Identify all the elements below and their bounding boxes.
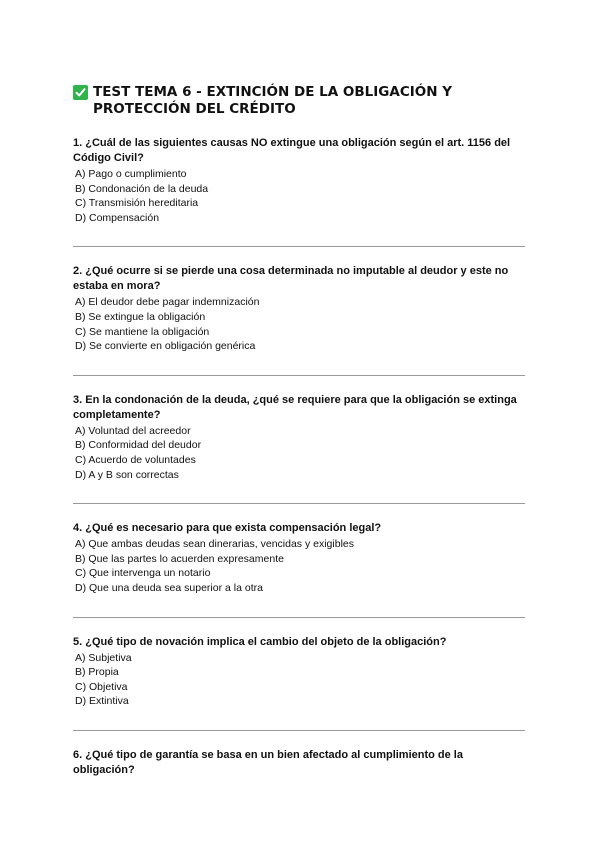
question-6 bbox=[73, 748, 525, 778]
option-d: D) Se convierte en obligación genérica bbox=[75, 340, 256, 353]
question-4 bbox=[73, 521, 525, 595]
document-page bbox=[73, 84, 525, 779]
option-a: A) Pago o cumplimiento bbox=[75, 168, 187, 180]
question-5 bbox=[73, 635, 525, 709]
options-list bbox=[73, 651, 525, 709]
option-b: B) Condonación de la deuda bbox=[75, 182, 209, 195]
question-text: 1. ¿Cuál de las siguientes causas NO extingue una obligación según el art. 1156 del Código Civil? bbox=[73, 137, 511, 164]
test-title-text: TEST TEMA 6 - EXTINCIÓN DE LA OBLIGACIÓN Y PROTECCIÓN DEL CRÉDITO bbox=[93, 84, 453, 117]
option-a: A) El deudor debe pagar indemnización bbox=[75, 296, 260, 309]
test-title bbox=[73, 84, 525, 118]
option-b: B) Conformidad del deudor bbox=[75, 439, 202, 452]
divider bbox=[73, 246, 525, 247]
option-c: C) Transmisión hereditaria bbox=[75, 197, 199, 210]
options-list bbox=[73, 537, 525, 595]
question-text: 2. ¿Qué ocurre si se pierde una cosa determinada no imputable al deudor y este no estaba en mora? bbox=[73, 265, 509, 293]
option-d: D) Extintiva bbox=[75, 695, 129, 708]
divider bbox=[73, 730, 525, 731]
question-2 bbox=[73, 264, 525, 353]
question-text: 3. En la condonación de la deuda, ¿qué se requiere para que la obligación se extinga completamente? bbox=[73, 393, 517, 421]
option-c: C) Objetiva bbox=[75, 680, 128, 693]
question-1 bbox=[73, 136, 525, 225]
divider bbox=[73, 617, 525, 618]
options-list bbox=[73, 424, 525, 482]
option-a: A) Voluntad del acreedor bbox=[75, 424, 191, 437]
question-text: 4. ¿Qué es necesario para que exista compensación legal? bbox=[73, 522, 382, 535]
question-text: 6. ¿Qué tipo de garantía se basa en un bien afectado al cumplimiento de la obligación? bbox=[73, 748, 463, 776]
check-mark-icon bbox=[73, 85, 88, 100]
divider bbox=[73, 503, 525, 504]
divider bbox=[73, 375, 525, 376]
option-d: D) Que una deuda sea superior a la otra bbox=[75, 581, 263, 594]
option-b: B) Propia bbox=[75, 666, 119, 679]
option-b: B) Que las partes lo acuerden expresamente bbox=[75, 552, 284, 565]
options-list bbox=[73, 295, 525, 353]
option-d: D) A y B son correctas bbox=[75, 468, 179, 481]
question-text: 5. ¿Qué tipo de novación implica el cambio del objeto de la obligación? bbox=[73, 635, 447, 648]
question-3 bbox=[73, 393, 525, 482]
option-c: C) Que intervenga un notario bbox=[75, 567, 211, 580]
option-c: C) Acuerdo de voluntades bbox=[75, 453, 196, 466]
options-list bbox=[73, 167, 525, 225]
option-d: D) Compensación bbox=[75, 211, 160, 224]
option-a: A) Subjetiva bbox=[75, 651, 132, 664]
option-a: A) Que ambas deudas sean dinerarias, vencidas y exigibles bbox=[75, 538, 354, 551]
option-c: C) Se mantiene la obligación bbox=[75, 325, 210, 338]
option-b: B) Se extingue la obligación bbox=[75, 310, 206, 323]
